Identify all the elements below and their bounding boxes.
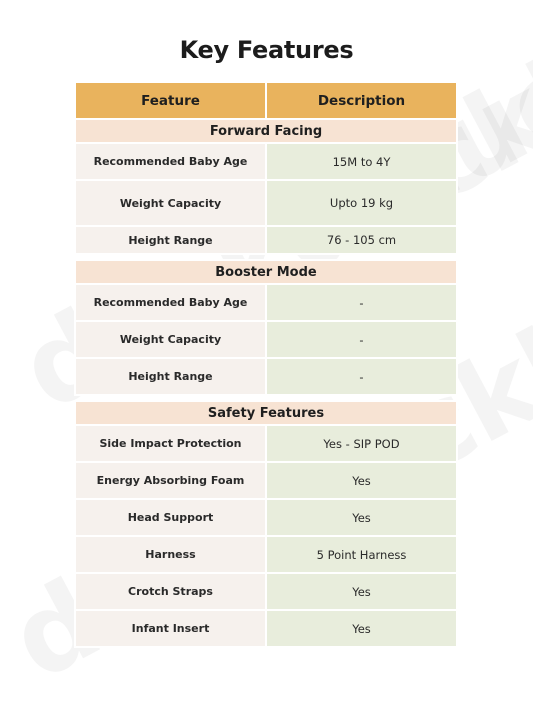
table-row	[75, 610, 457, 647]
table-row	[75, 499, 457, 536]
section-title: Booster Mode	[75, 260, 457, 284]
description-cell: -	[266, 284, 457, 321]
page-title: Key Features	[179, 36, 354, 64]
description-cell: -	[266, 358, 457, 395]
table-row	[75, 180, 457, 226]
feature-cell: Weight Capacity	[75, 180, 266, 226]
table-row	[75, 573, 457, 610]
feature-cell: Weight Capacity	[75, 321, 266, 358]
description-cell: Yes - SIP POD	[266, 425, 457, 462]
table-row	[75, 284, 457, 321]
feature-cell: Harness	[75, 536, 266, 573]
section-row	[75, 401, 457, 425]
column-header-feature: Feature	[75, 82, 266, 119]
feature-cell: Infant Insert	[75, 610, 266, 647]
feature-cell: Head Support	[75, 499, 266, 536]
table-row	[75, 462, 457, 499]
description-cell: Upto 19 kg	[266, 180, 457, 226]
feature-cell: Recommended Baby Age	[75, 284, 266, 321]
description-cell: 15M to 4Y	[266, 143, 457, 180]
table-row	[75, 425, 457, 462]
feature-cell: Side Impact Protection	[75, 425, 266, 462]
section-row	[75, 119, 457, 143]
feature-cell: Height Range	[75, 358, 266, 395]
section-title: Safety Features	[75, 401, 457, 425]
feature-cell: Height Range	[75, 226, 266, 254]
feature-cell: Energy Absorbing Foam	[75, 462, 266, 499]
feature-cell: Recommended Baby Age	[75, 143, 266, 180]
section-title: Forward Facing	[75, 119, 457, 143]
table-row	[75, 536, 457, 573]
description-cell: 76 - 105 cm	[266, 226, 457, 254]
table-row	[75, 321, 457, 358]
feature-cell: Crotch Straps	[75, 573, 266, 610]
description-cell: Yes	[266, 499, 457, 536]
table-row	[75, 226, 457, 254]
description-cell: 5 Point Harness	[266, 536, 457, 573]
table-row	[75, 358, 457, 395]
column-header-description: Description	[266, 82, 457, 119]
description-cell: -	[266, 321, 457, 358]
table-row	[75, 143, 457, 180]
features-table	[74, 81, 458, 648]
description-cell: Yes	[266, 462, 457, 499]
description-cell: Yes	[266, 610, 457, 647]
section-row	[75, 260, 457, 284]
description-cell: Yes	[266, 573, 457, 610]
